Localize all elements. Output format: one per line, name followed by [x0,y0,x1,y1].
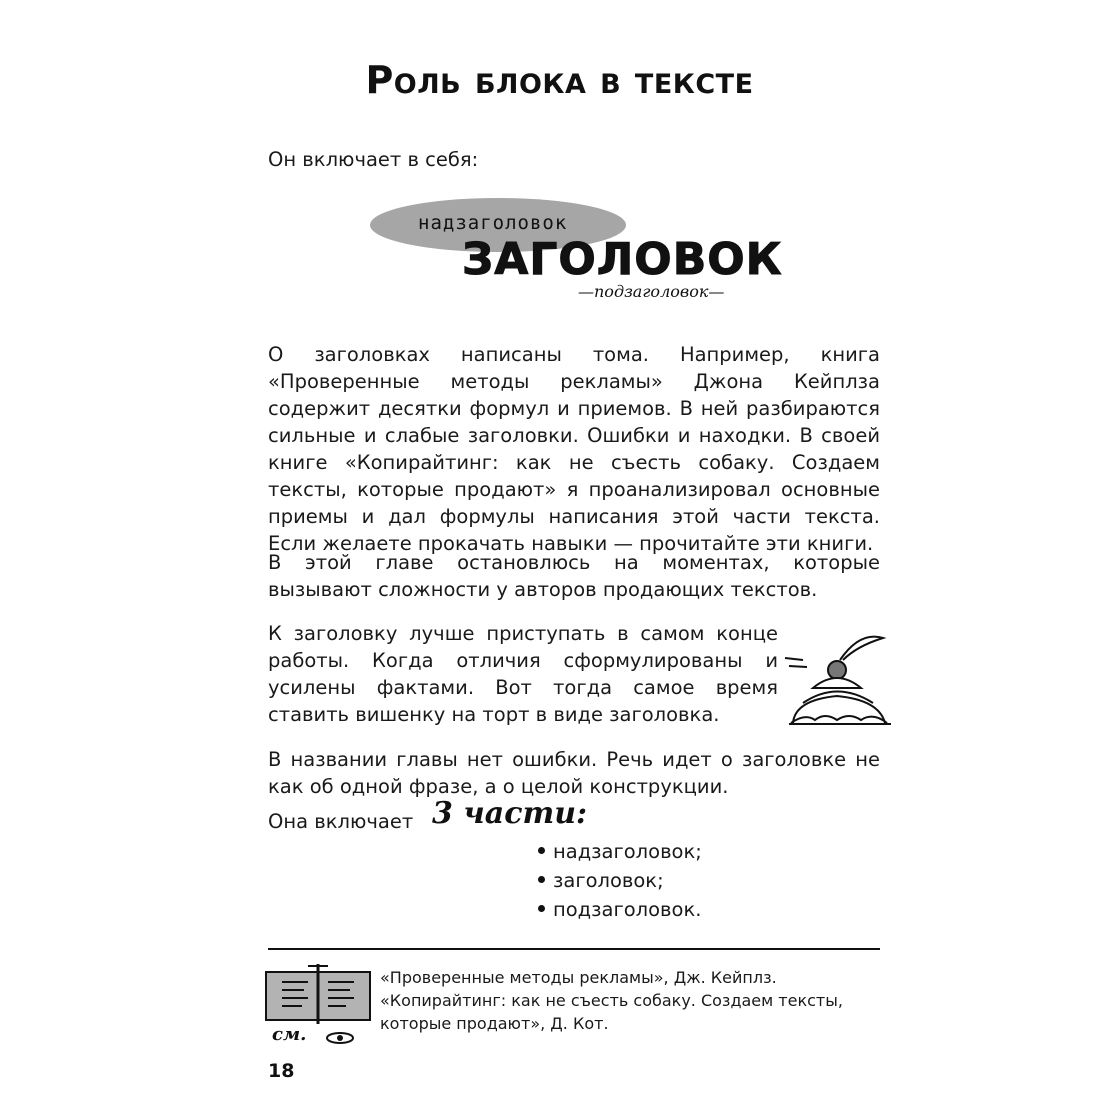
page-number: 18 [268,1060,295,1082]
cake-icon [785,628,895,728]
footnote-icon-label: см. [272,1024,307,1045]
subline-label: —подзаголовок— [578,282,725,301]
headline-label: ЗАГОЛОВОК [462,234,783,285]
paragraph-cherry-on-cake: К заголовку лучше приступать в самом конце работы. Когда отличия сформулированы и усилены фактами. Вот тогда самое время ставить вишенку на торт в виде заголовка. [268,622,778,726]
bullet-icon [538,847,545,854]
overline-label: надзаголовок [418,212,568,234]
parts-lead-text: Она включает [268,810,414,833]
paragraph-construction: В названии главы нет ошибки. Речь идет о заголовке не как об одной фразе, а о целой конструкции. [268,748,880,798]
book-icon [262,962,374,1052]
page-title: Роль блока в тексте [365,58,754,102]
headline-structure-illustration [370,190,790,310]
paragraph-chapter-focus: В этой главе остановлюсь на моментах, которые вызывают сложности у авторов продающих текстов. [268,551,880,601]
bullet-icon [538,905,545,912]
parts-handwritten-label: 3 части: [432,796,588,831]
intro-text: Он включает в себя: [268,148,479,171]
list-item: надзаголовок; [538,837,702,866]
paragraph-books: О заголовках написаны тома. Например, книга «Проверенные методы рекламы» Джона Кейплза содержит десятки формул и приемов. В ней разбираются сильные и слабые заголовки. Ошибки и находки. В своей книге «Копирайтинг: как не съесть собаку. Создаем тексты, которые продают» я проанализировал основные приемы и дал формулы написания этой части текста. Если желаете прокачать навыки — прочитайте эти книги. [268,343,880,555]
bullet-icon [538,876,545,883]
list-item: подзаголовок. [538,895,702,924]
parts-list [538,837,702,924]
footnote-text: «Проверенные методы рекламы», Дж. Кейплз. «Копирайтинг: как не съесть собаку. Создаем тексты, которые продают», Д. Кот. [380,968,843,1033]
list-item: заголовок; [538,866,702,895]
footnote-divider [268,948,880,950]
